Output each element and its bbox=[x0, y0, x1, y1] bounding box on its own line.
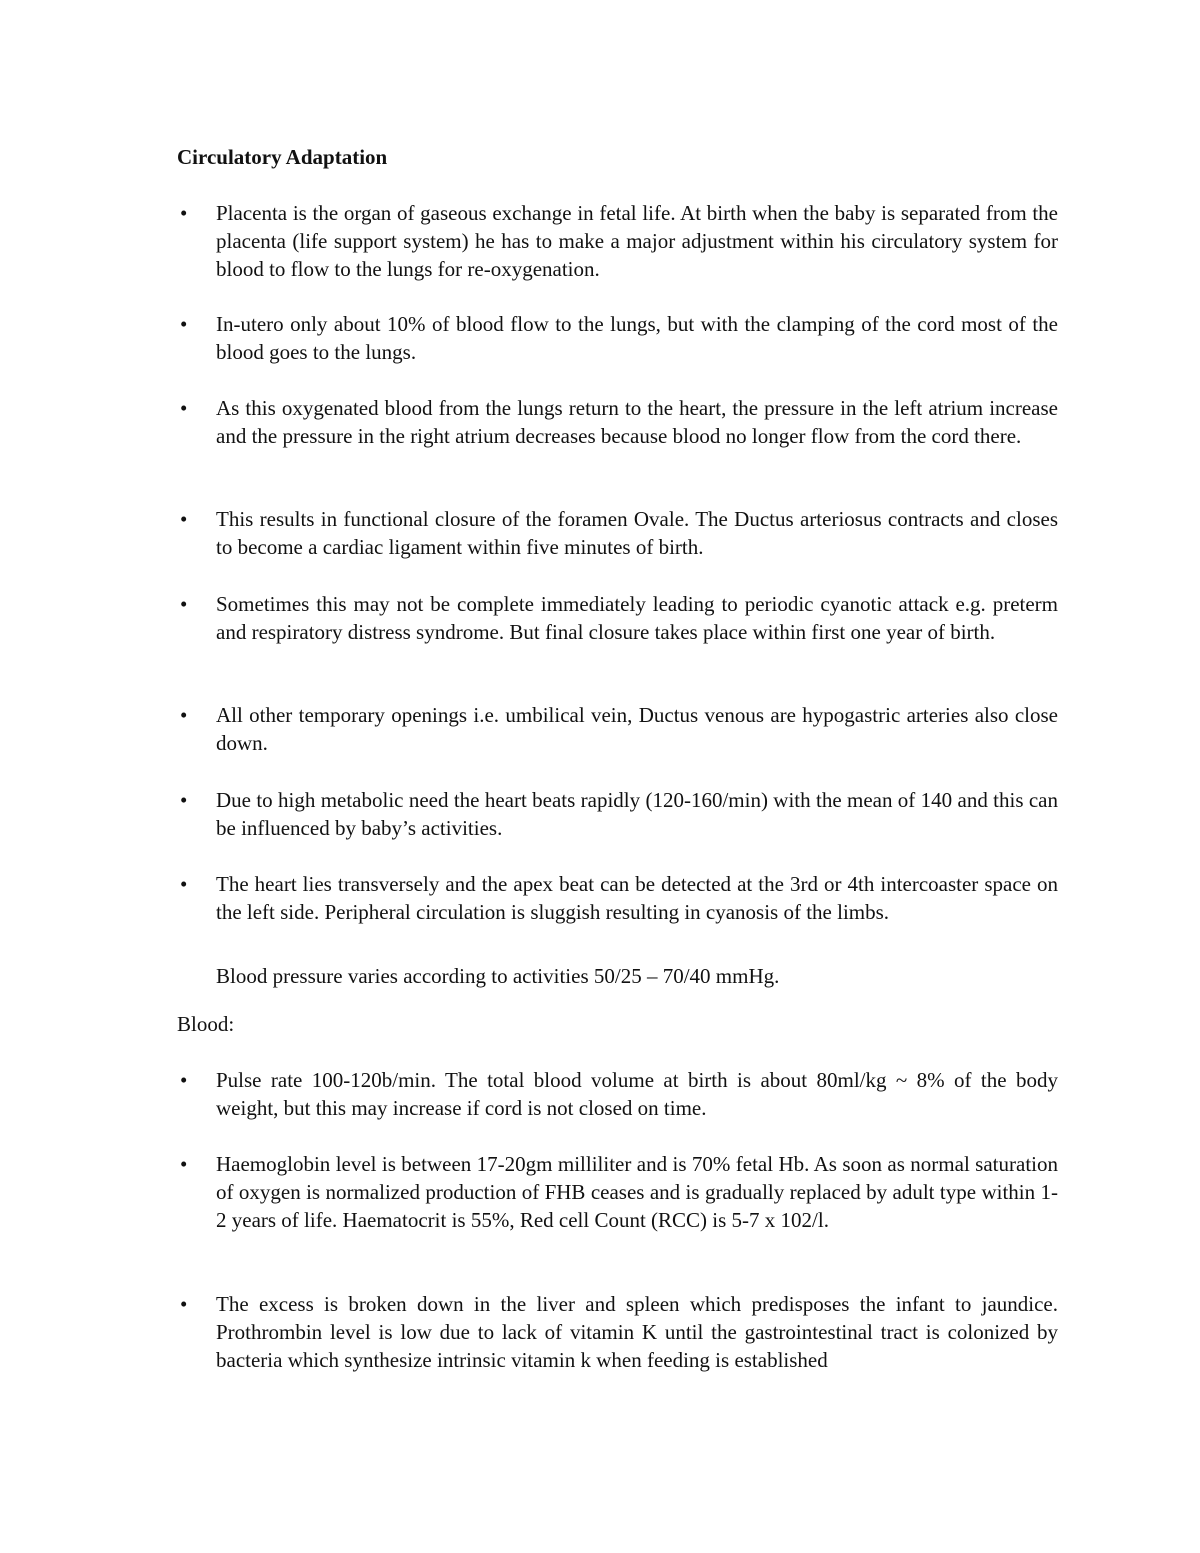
bullet-icon: • bbox=[180, 1152, 188, 1176]
bullet-icon: • bbox=[180, 1292, 188, 1316]
bullet-icon: • bbox=[180, 201, 188, 225]
list-item-text: Due to high metabolic need the heart beats rapidly (120-160/min) with the mean of 140 and this can be influenced by baby’s activities. bbox=[216, 788, 1058, 840]
blood-section-label: Blood: bbox=[177, 1012, 235, 1036]
list-item-text: The heart lies transversely and the apex beat can be detected at the 3rd or 4th intercoaster space on the left side. Peripheral circulation is sluggish resulting in cyanosis of the limbs. bbox=[216, 872, 1058, 924]
bullet-icon: • bbox=[180, 703, 188, 727]
bullet-icon: • bbox=[180, 507, 188, 531]
section-heading: Circulatory Adaptation bbox=[177, 145, 388, 169]
list-item-text: All other temporary openings i.e. umbilical vein, Ductus venous are hypogastric arteries also close down. bbox=[216, 703, 1058, 755]
bullet-icon: • bbox=[180, 1068, 188, 1092]
bullet-icon: • bbox=[180, 592, 188, 616]
list-item-text: The excess is broken down in the liver and spleen which predisposes the infant to jaundice. Prothrombin level is low due to lack of vitamin K until the gastrointestinal tract is colonized by bacteria which synthesize intrinsic vitamin k when feeding is established bbox=[216, 1292, 1058, 1372]
list-item-text: Haemoglobin level is between 17-20gm milliliter and is 70% fetal Hb. As soon as normal saturation of oxygen is normalized production of FHB ceases and is gradually replaced by adult type within 1-2 years of life. Haematocrit is 55%, Red cell Count (RCC) is 5-7 x 102/l. bbox=[216, 1152, 1058, 1232]
list-item-text: In-utero only about 10% of blood flow to the lungs, but with the clamping of the cord most of the blood goes to the lungs. bbox=[216, 312, 1058, 364]
list-item-text: Sometimes this may not be complete immediately leading to periodic cyanotic attack e.g. preterm and respiratory distress syndrome. But final closure takes place within first one year of birth. bbox=[216, 592, 1058, 644]
bullet-icon: • bbox=[180, 872, 188, 896]
list-item-text: Placenta is the organ of gaseous exchange in fetal life. At birth when the baby is separated from the placenta (life support system) he has to make a major adjustment within his circulatory system for blood to flow to the lungs for re-oxygenation. bbox=[216, 201, 1058, 281]
bullet-icon: • bbox=[180, 312, 188, 336]
list-item-text: This results in functional closure of the foramen Ovale. The Ductus arteriosus contracts and closes to become a cardiac ligament within five minutes of birth. bbox=[216, 507, 1058, 559]
blood-pressure-note: Blood pressure varies according to activities 50/25 – 70/40 mmHg. bbox=[216, 964, 780, 988]
list-item-text: As this oxygenated blood from the lungs return to the heart, the pressure in the left atrium increase and the pressure in the right atrium decreases because blood no longer flow from the cord there. bbox=[216, 396, 1058, 448]
bullet-icon: • bbox=[180, 396, 188, 420]
bullet-icon: • bbox=[180, 788, 188, 812]
list-item-text: Pulse rate 100-120b/min. The total blood volume at birth is about 80ml/kg ~ 8% of the body weight, but this may increase if cord is not closed on time. bbox=[216, 1068, 1058, 1120]
